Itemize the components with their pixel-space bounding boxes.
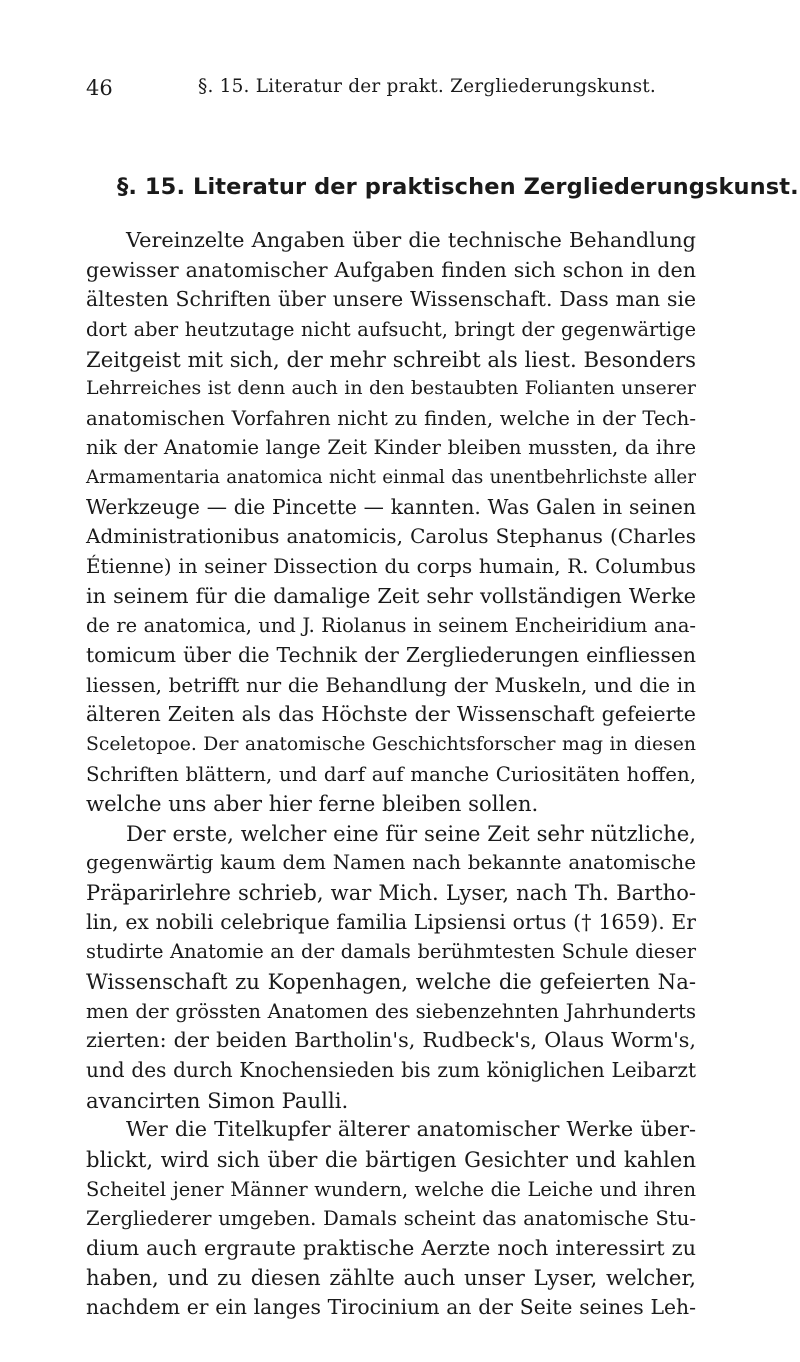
text-line: Lehrreiches ist denn auch in den bestaubten Folianten unserer [86, 377, 696, 400]
body-text [86, 226, 696, 1323]
text-line: Étienne) in seiner Dissection du corps humain, R. Columbus [86, 555, 696, 579]
text-line: avancirten Simon Paulli. [86, 1087, 349, 1113]
text-line: Präparirlehre schrieb, war Mich. Lyser, nach Th. Bartho- [86, 880, 696, 906]
running-head [86, 76, 692, 110]
text-line: welche uns aber hier ferne bleiben sollen. [86, 791, 539, 817]
text-line: Zergliederer umgeben. Damals scheint das anatomische Stu- [86, 1207, 696, 1231]
paragraph-2 [86, 819, 696, 1115]
text-line: ältesten Schriften über unsere Wissenschaft. Dass man sie [86, 287, 696, 312]
running-head-title: §. 15. Literatur der prakt. Zergliederungskunst. [198, 76, 656, 97]
text-line: Wer die Titelkupfer älterer anatomischer Werke über- [126, 1117, 696, 1142]
text-line: Scheitel jener Männer wundern, welche die Leiche und ihren [86, 1177, 696, 1201]
text-line: Schriften blättern, und darf auf manche Curiositäten hoffen, [86, 762, 696, 786]
text-line: liessen, betrifft nur die Behandlung der Muskeln, und die in [86, 672, 696, 697]
text-line: studirte Anatomie an der damals berühmtesten Schule dieser [86, 940, 696, 964]
text-line: nik der Anatomie lange Zeit Kinder bleiben mussten, da ihre [86, 436, 696, 460]
text-line: Armamentaria anatomica nicht einmal das unentbehrlichste aller [86, 467, 696, 489]
text-line: Werkzeuge — die Pincette — kannten. Was Galen in seinen [86, 494, 696, 519]
text-line: tomicum über die Technik der Zergliederungen einfliessen [86, 642, 696, 667]
text-line: lin, ex nobili celebrique familia Lipsiensi ortus († 1659). Er [86, 909, 696, 934]
text-line: zierten: der beiden Bartholin's, Rudbeck's, Olaus Worm's, [86, 1028, 696, 1053]
text-line: Vereinzelte Angaben über die technische Behandlung [126, 228, 696, 252]
text-line: anatomischen Vorfahren nicht zu finden, welche in der Tech- [86, 406, 696, 430]
text-line: men der grössten Anatomen des siebenzehnten Jahrhunderts [86, 999, 696, 1023]
text-line: Wissenschaft zu Kopenhagen, welche die gefeierten Na- [86, 969, 696, 995]
paragraph-1 [86, 226, 696, 819]
text-line: Administrationibus anatomicis, Carolus Stephanus (Charles [86, 524, 696, 549]
text-line: Sceletopoe. Der anatomische Geschichtsforscher mag in diesen [86, 733, 696, 755]
paragraph-3 [86, 1115, 696, 1322]
text-line: Zeitgeist mit sich, der mehr schreibt als liest. Besonders [86, 346, 696, 372]
text-line: gewisser anatomischer Aufgaben finden sich schon in den [86, 257, 696, 282]
text-line: blickt, wird sich über die bärtigen Gesichter und kahlen [86, 1146, 696, 1172]
section-heading: §. 15. Literatur der praktischen Zergliederungskunst. [117, 174, 799, 200]
text-line: nachdem er ein langes Tirocinium an der Seite seines Leh- [86, 1295, 696, 1320]
text-line: dium auch ergraute praktische Aerzte noch interessirt zu [86, 1235, 696, 1260]
text-line: de re anatomica, und J. Riolanus in seinem Encheiridium ana- [86, 614, 696, 638]
text-line: haben, und zu diesen zählte auch unser Lyser, welcher, [86, 1265, 696, 1291]
text-line: in seinem für die damalige Zeit sehr vollständigen Werke [86, 583, 696, 608]
page-number: 46 [86, 76, 113, 100]
text-line: und des durch Knochensieden bis zum königlichen Leibarzt [86, 1057, 696, 1082]
text-line: gegenwärtig kaum dem Namen nach bekannte anatomische [86, 851, 696, 875]
text-line: Der erste, welcher eine für seine Zeit sehr nützliche, [126, 820, 696, 846]
text-line: älteren Zeiten als das Höchste der Wissenschaft gefeierte [86, 702, 696, 727]
text-line: dort aber heutzutage nicht aufsucht, bringt der gegenwärtige [86, 317, 696, 341]
